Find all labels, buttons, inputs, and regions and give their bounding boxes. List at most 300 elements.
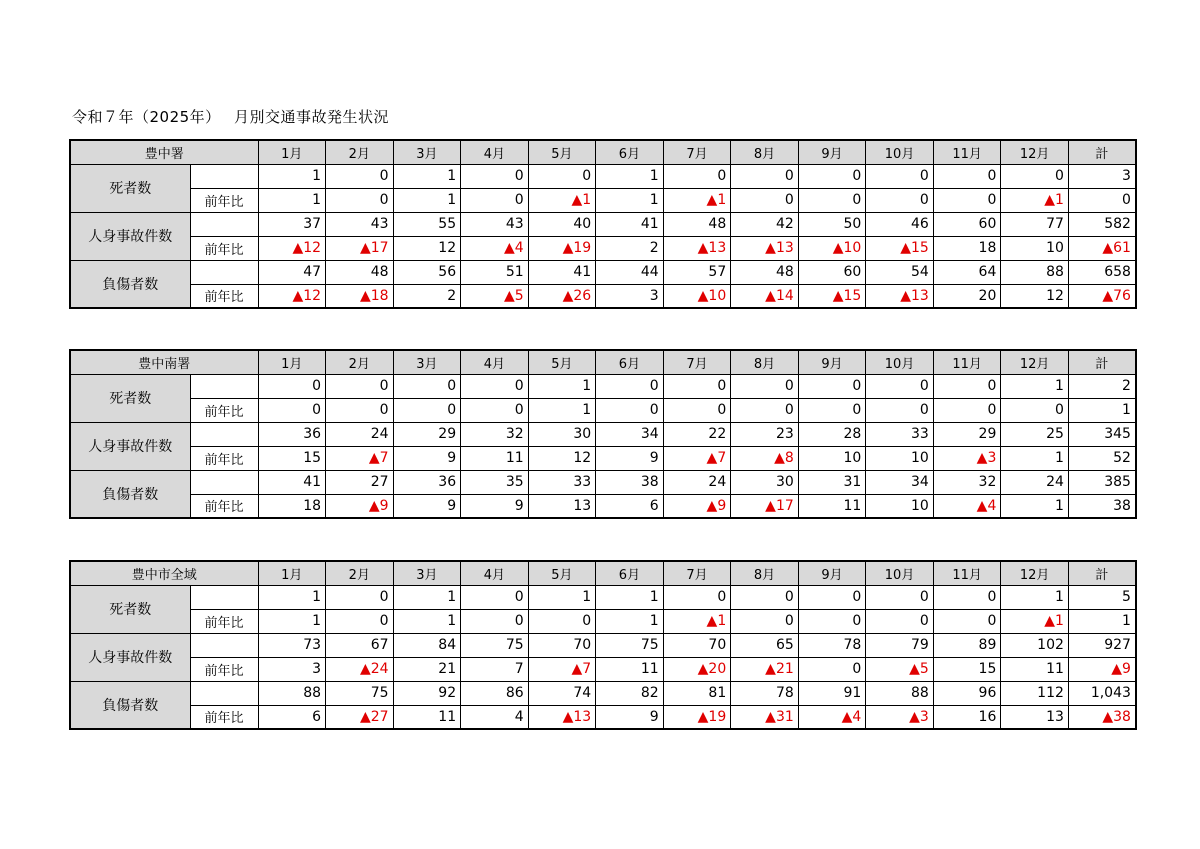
value-cell: 1	[258, 585, 326, 609]
category-label: 負傷者数	[70, 260, 190, 308]
value-cell: 0	[933, 374, 1001, 398]
yoy-cell: ▲19	[528, 236, 596, 260]
yoy-cell: ▲13	[731, 236, 799, 260]
month-header: 5月	[528, 561, 596, 585]
value-cell: 34	[596, 422, 664, 446]
value-cell: 2	[1068, 374, 1136, 398]
diff-row	[70, 398, 1136, 422]
yoy-cell: 11	[461, 446, 529, 470]
value-cell: 30	[731, 470, 799, 494]
yoy-cell: 0	[596, 398, 664, 422]
yoy-cell: 0	[731, 398, 799, 422]
yoy-cell: 2	[393, 284, 461, 308]
value-cell: 70	[663, 633, 731, 657]
yoy-cell: 10	[866, 446, 934, 470]
yoy-cell: 11	[393, 705, 461, 729]
month-header: 7月	[663, 350, 731, 374]
yoy-cell: 0	[933, 609, 1001, 633]
value-cell: 23	[731, 422, 799, 446]
yoy-cell: ▲9	[1068, 657, 1136, 681]
month-header: 12月	[1001, 140, 1069, 164]
value-cell: 44	[596, 260, 664, 284]
value-cell: 32	[933, 470, 1001, 494]
header-row	[70, 140, 1136, 164]
value-cell: 78	[731, 681, 799, 705]
blank-cell	[190, 260, 258, 284]
yoy-cell: 0	[461, 398, 529, 422]
month-header: 8月	[731, 561, 799, 585]
yoy-cell: ▲1	[1001, 609, 1069, 633]
yoy-cell: 11	[596, 657, 664, 681]
value-cell: 64	[933, 260, 1001, 284]
value-cell: 29	[933, 422, 1001, 446]
yoy-cell: 9	[596, 446, 664, 470]
value-cell: 54	[866, 260, 934, 284]
yoy-cell: 0	[866, 188, 934, 212]
header-row	[70, 561, 1136, 585]
blank-cell	[190, 164, 258, 188]
value-cell: 55	[393, 212, 461, 236]
value-cell: 46	[866, 212, 934, 236]
yoy-cell: 0	[461, 609, 529, 633]
yoy-cell: ▲17	[731, 494, 799, 518]
yoy-cell: 3	[258, 657, 326, 681]
value-row	[70, 212, 1136, 236]
value-cell: 48	[731, 260, 799, 284]
value-cell: 22	[663, 422, 731, 446]
yoy-label: 前年比	[190, 236, 258, 260]
yoy-cell: ▲7	[326, 446, 394, 470]
value-cell: 24	[326, 422, 394, 446]
value-cell: 24	[1001, 470, 1069, 494]
value-cell: 70	[528, 633, 596, 657]
blank-cell	[190, 212, 258, 236]
yoy-label: 前年比	[190, 609, 258, 633]
value-cell: 84	[393, 633, 461, 657]
month-header: 9月	[798, 350, 866, 374]
yoy-cell: ▲76	[1068, 284, 1136, 308]
value-cell: 0	[1001, 164, 1069, 188]
yoy-cell: ▲4	[933, 494, 1001, 518]
value-cell: 67	[326, 633, 394, 657]
value-cell: 86	[461, 681, 529, 705]
yoy-cell: ▲24	[326, 657, 394, 681]
yoy-cell: 52	[1068, 446, 1136, 470]
yoy-cell: 9	[461, 494, 529, 518]
value-cell: 28	[798, 422, 866, 446]
value-cell: 0	[461, 374, 529, 398]
value-cell: 88	[258, 681, 326, 705]
yoy-cell: ▲7	[528, 657, 596, 681]
month-header: 計	[1068, 561, 1136, 585]
yoy-cell: 3	[596, 284, 664, 308]
yoy-cell: 0	[461, 188, 529, 212]
value-cell: 43	[461, 212, 529, 236]
month-header: 12月	[1001, 561, 1069, 585]
value-cell: 35	[461, 470, 529, 494]
yoy-cell: ▲14	[731, 284, 799, 308]
yoy-cell: 15	[933, 657, 1001, 681]
diff-row	[70, 705, 1136, 729]
value-cell: 1	[596, 585, 664, 609]
value-row	[70, 633, 1136, 657]
yoy-cell: 0	[1001, 398, 1069, 422]
category-label: 負傷者数	[70, 470, 190, 518]
month-header: 7月	[663, 140, 731, 164]
yoy-cell: 11	[798, 494, 866, 518]
blank-cell	[190, 374, 258, 398]
value-cell: 41	[528, 260, 596, 284]
yoy-cell: 0	[528, 609, 596, 633]
value-cell: 91	[798, 681, 866, 705]
yoy-cell: ▲1	[663, 609, 731, 633]
yoy-label: 前年比	[190, 398, 258, 422]
month-header: 6月	[596, 561, 664, 585]
value-cell: 48	[326, 260, 394, 284]
stats-table	[69, 139, 1137, 309]
month-header: 11月	[933, 561, 1001, 585]
yoy-cell: ▲5	[461, 284, 529, 308]
month-header: 5月	[528, 350, 596, 374]
value-cell: 47	[258, 260, 326, 284]
yoy-label: 前年比	[190, 446, 258, 470]
yoy-cell: 12	[393, 236, 461, 260]
value-cell: 5	[1068, 585, 1136, 609]
value-cell: 0	[461, 164, 529, 188]
month-header: 計	[1068, 140, 1136, 164]
yoy-cell: ▲10	[663, 284, 731, 308]
value-cell: 1	[258, 164, 326, 188]
value-cell: 0	[326, 374, 394, 398]
page-title: 令和７年（2025年） 月別交通事故発生状況	[72, 108, 389, 126]
value-cell: 92	[393, 681, 461, 705]
value-cell: 33	[528, 470, 596, 494]
category-label: 負傷者数	[70, 681, 190, 729]
value-cell: 0	[933, 164, 1001, 188]
value-cell: 38	[596, 470, 664, 494]
value-cell: 36	[393, 470, 461, 494]
yoy-cell: 4	[461, 705, 529, 729]
value-cell: 60	[798, 260, 866, 284]
diff-row	[70, 284, 1136, 308]
yoy-cell: 9	[393, 494, 461, 518]
month-header: 4月	[461, 140, 529, 164]
yoy-cell: 0	[393, 398, 461, 422]
value-cell: 112	[1001, 681, 1069, 705]
value-cell: 658	[1068, 260, 1136, 284]
yoy-cell: 15	[258, 446, 326, 470]
value-cell: 41	[258, 470, 326, 494]
value-cell: 1	[528, 374, 596, 398]
diff-row	[70, 494, 1136, 518]
yoy-cell: ▲13	[663, 236, 731, 260]
yoy-cell: ▲13	[866, 284, 934, 308]
value-cell: 36	[258, 422, 326, 446]
value-cell: 29	[393, 422, 461, 446]
value-cell: 345	[1068, 422, 1136, 446]
yoy-cell: ▲12	[258, 284, 326, 308]
diff-row	[70, 609, 1136, 633]
value-cell: 0	[731, 585, 799, 609]
value-cell: 0	[326, 164, 394, 188]
yoy-cell: 0	[866, 398, 934, 422]
month-header: 11月	[933, 350, 1001, 374]
value-cell: 30	[528, 422, 596, 446]
value-cell: 78	[798, 633, 866, 657]
value-cell: 33	[866, 422, 934, 446]
value-cell: 51	[461, 260, 529, 284]
value-cell: 0	[866, 164, 934, 188]
value-cell: 1	[596, 164, 664, 188]
month-header: 6月	[596, 140, 664, 164]
yoy-cell: ▲10	[798, 236, 866, 260]
month-header: 4月	[461, 350, 529, 374]
value-cell: 37	[258, 212, 326, 236]
category-label: 人身事故件数	[70, 422, 190, 470]
value-cell: 0	[326, 585, 394, 609]
table-title: 豊中市全域	[70, 561, 258, 585]
yoy-cell: ▲7	[663, 446, 731, 470]
month-header: 12月	[1001, 350, 1069, 374]
yoy-cell: 1	[1001, 446, 1069, 470]
month-header: 3月	[393, 140, 461, 164]
yoy-cell: 0	[326, 609, 394, 633]
stats-table	[69, 349, 1137, 519]
yoy-cell: ▲1	[1001, 188, 1069, 212]
month-header: 3月	[393, 561, 461, 585]
yoy-cell: 1	[258, 188, 326, 212]
month-header: 4月	[461, 561, 529, 585]
category-label: 人身事故件数	[70, 633, 190, 681]
yoy-label: 前年比	[190, 657, 258, 681]
value-cell: 3	[1068, 164, 1136, 188]
value-cell: 32	[461, 422, 529, 446]
month-header: 7月	[663, 561, 731, 585]
value-row	[70, 164, 1136, 188]
diff-row	[70, 446, 1136, 470]
blank-cell	[190, 681, 258, 705]
category-label: 人身事故件数	[70, 212, 190, 260]
yoy-cell: 1	[393, 609, 461, 633]
yoy-cell: ▲13	[528, 705, 596, 729]
value-cell: 0	[731, 374, 799, 398]
value-cell: 77	[1001, 212, 1069, 236]
value-cell: 73	[258, 633, 326, 657]
yoy-cell: 10	[1001, 236, 1069, 260]
yoy-label: 前年比	[190, 188, 258, 212]
yoy-cell: 6	[596, 494, 664, 518]
yoy-cell: 10	[798, 446, 866, 470]
value-cell: 88	[1001, 260, 1069, 284]
yoy-cell: 18	[933, 236, 1001, 260]
value-cell: 74	[528, 681, 596, 705]
value-cell: 27	[326, 470, 394, 494]
value-row	[70, 585, 1136, 609]
value-row	[70, 422, 1136, 446]
yoy-cell: ▲9	[326, 494, 394, 518]
value-cell: 56	[393, 260, 461, 284]
month-header: 計	[1068, 350, 1136, 374]
value-cell: 385	[1068, 470, 1136, 494]
yoy-cell: 16	[933, 705, 1001, 729]
yoy-cell: ▲21	[731, 657, 799, 681]
yoy-cell: ▲1	[663, 188, 731, 212]
yoy-cell: 1	[258, 609, 326, 633]
value-cell: 65	[731, 633, 799, 657]
yoy-cell: 1	[528, 398, 596, 422]
yoy-cell: 10	[866, 494, 934, 518]
value-cell: 88	[866, 681, 934, 705]
value-cell: 0	[596, 374, 664, 398]
blank-cell	[190, 585, 258, 609]
yoy-cell: ▲18	[326, 284, 394, 308]
month-header: 2月	[326, 350, 394, 374]
month-header: 1月	[258, 140, 326, 164]
value-cell: 50	[798, 212, 866, 236]
month-header: 2月	[326, 140, 394, 164]
value-cell: 0	[933, 585, 1001, 609]
yoy-cell: ▲15	[866, 236, 934, 260]
yoy-label: 前年比	[190, 705, 258, 729]
yoy-cell: 0	[798, 609, 866, 633]
blank-cell	[190, 422, 258, 446]
diff-row	[70, 236, 1136, 260]
yoy-cell: ▲20	[663, 657, 731, 681]
month-header: 10月	[866, 561, 934, 585]
value-cell: 582	[1068, 212, 1136, 236]
value-cell: 0	[866, 374, 934, 398]
yoy-cell: 0	[663, 398, 731, 422]
yoy-cell: 0	[866, 609, 934, 633]
month-header: 5月	[528, 140, 596, 164]
category-label: 死者数	[70, 585, 190, 633]
category-label: 死者数	[70, 374, 190, 422]
value-cell: 24	[663, 470, 731, 494]
yoy-label: 前年比	[190, 284, 258, 308]
yoy-cell: ▲8	[731, 446, 799, 470]
yoy-cell: ▲26	[528, 284, 596, 308]
yoy-cell: ▲3	[866, 705, 934, 729]
yoy-cell: 0	[798, 188, 866, 212]
yoy-cell: ▲61	[1068, 236, 1136, 260]
yoy-cell: ▲15	[798, 284, 866, 308]
value-cell: 82	[596, 681, 664, 705]
table-title: 豊中署	[70, 140, 258, 164]
month-header: 10月	[866, 350, 934, 374]
value-cell: 0	[798, 374, 866, 398]
month-header: 10月	[866, 140, 934, 164]
value-cell: 1	[1001, 585, 1069, 609]
yoy-cell: 1	[1068, 398, 1136, 422]
value-cell: 60	[933, 212, 1001, 236]
yoy-cell: ▲4	[798, 705, 866, 729]
yoy-cell: ▲31	[731, 705, 799, 729]
yoy-cell: 0	[731, 609, 799, 633]
yoy-label: 前年比	[190, 494, 258, 518]
value-cell: 25	[1001, 422, 1069, 446]
yoy-cell: 9	[596, 705, 664, 729]
category-label: 死者数	[70, 164, 190, 212]
yoy-cell: 7	[461, 657, 529, 681]
yoy-cell: 11	[1001, 657, 1069, 681]
yoy-cell: ▲38	[1068, 705, 1136, 729]
yoy-cell: 1	[1068, 609, 1136, 633]
month-header: 3月	[393, 350, 461, 374]
value-cell: 41	[596, 212, 664, 236]
value-cell: 57	[663, 260, 731, 284]
value-cell: 1	[393, 585, 461, 609]
value-cell: 0	[798, 164, 866, 188]
yoy-cell: 0	[1068, 188, 1136, 212]
diff-row	[70, 657, 1136, 681]
yoy-cell: 12	[528, 446, 596, 470]
yoy-cell: 1	[1001, 494, 1069, 518]
value-cell: 96	[933, 681, 1001, 705]
value-cell: 48	[663, 212, 731, 236]
value-cell: 43	[326, 212, 394, 236]
yoy-cell: 2	[596, 236, 664, 260]
yoy-cell: 1	[393, 188, 461, 212]
value-cell: 0	[663, 374, 731, 398]
value-cell: 1	[393, 164, 461, 188]
value-cell: 0	[866, 585, 934, 609]
yoy-cell: 21	[393, 657, 461, 681]
yoy-cell: ▲9	[663, 494, 731, 518]
value-row	[70, 374, 1136, 398]
yoy-cell: 0	[258, 398, 326, 422]
stats-table	[69, 560, 1137, 730]
month-header: 1月	[258, 350, 326, 374]
yoy-cell: ▲27	[326, 705, 394, 729]
yoy-cell: 0	[326, 398, 394, 422]
value-cell: 75	[461, 633, 529, 657]
value-row	[70, 260, 1136, 284]
yoy-cell: 0	[731, 188, 799, 212]
value-cell: 75	[596, 633, 664, 657]
value-cell: 1,043	[1068, 681, 1136, 705]
value-cell: 34	[866, 470, 934, 494]
value-cell: 927	[1068, 633, 1136, 657]
value-cell: 1	[528, 585, 596, 609]
table-title: 豊中南署	[70, 350, 258, 374]
month-header: 9月	[798, 140, 866, 164]
yoy-cell: 0	[933, 188, 1001, 212]
diff-row	[70, 188, 1136, 212]
yoy-cell: 1	[596, 609, 664, 633]
value-cell: 40	[528, 212, 596, 236]
value-cell: 0	[258, 374, 326, 398]
yoy-cell: ▲5	[866, 657, 934, 681]
value-cell: 75	[326, 681, 394, 705]
value-cell: 0	[393, 374, 461, 398]
value-cell: 102	[1001, 633, 1069, 657]
month-header: 8月	[731, 140, 799, 164]
yoy-cell: ▲4	[461, 236, 529, 260]
value-cell: 0	[528, 164, 596, 188]
month-header: 11月	[933, 140, 1001, 164]
value-cell: 31	[798, 470, 866, 494]
value-cell: 0	[731, 164, 799, 188]
yoy-cell: 0	[326, 188, 394, 212]
yoy-cell: ▲3	[933, 446, 1001, 470]
yoy-cell: ▲19	[663, 705, 731, 729]
month-header: 8月	[731, 350, 799, 374]
yoy-cell: 13	[528, 494, 596, 518]
yoy-cell: 20	[933, 284, 1001, 308]
yoy-cell: 0	[798, 398, 866, 422]
yoy-cell: ▲17	[326, 236, 394, 260]
yoy-cell: 9	[393, 446, 461, 470]
